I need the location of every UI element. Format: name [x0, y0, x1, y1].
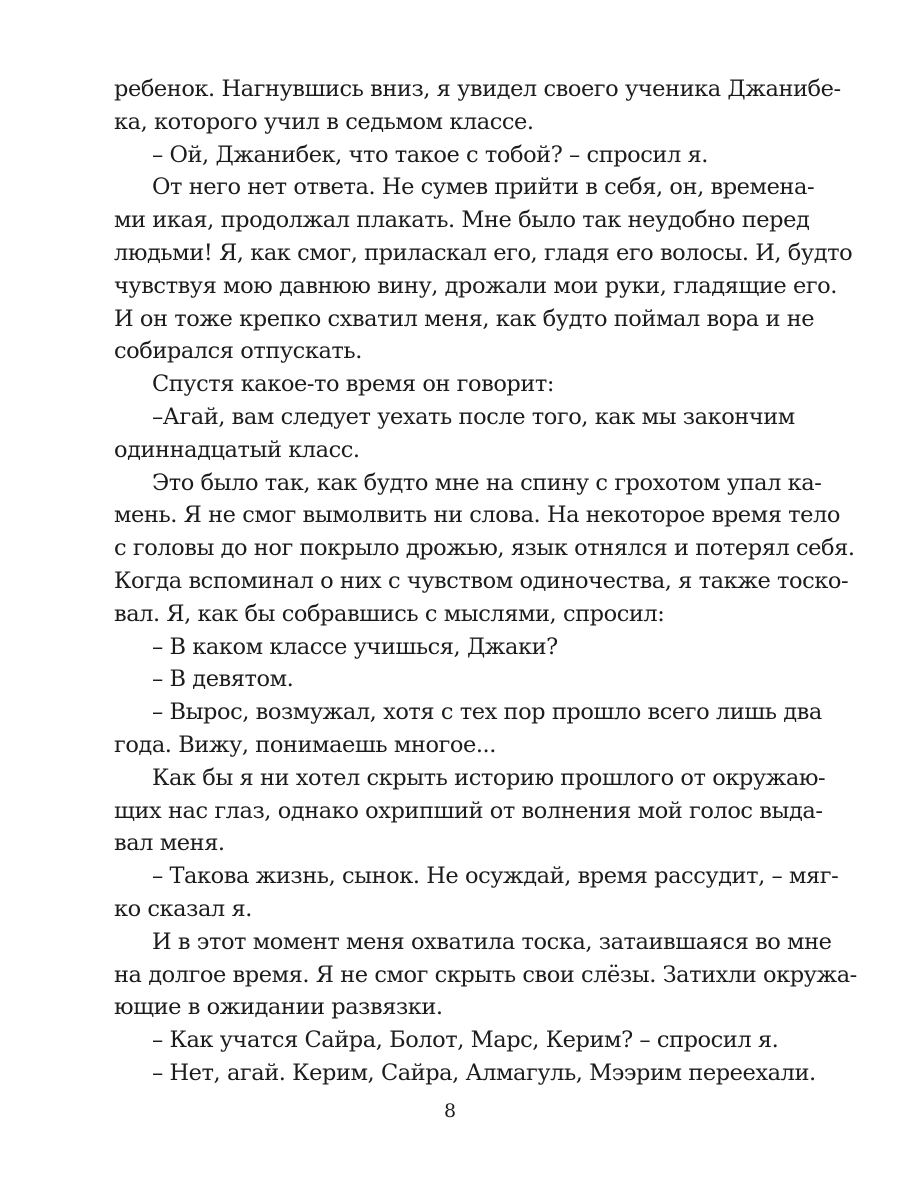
text-line: одиннадцатый класс. [114, 436, 360, 463]
text-line: – В девятом. [152, 666, 294, 693]
text-line: – Вырос, возмужал, хотя с тех пор прошло всего лишь два [152, 699, 822, 726]
text-line: И он тоже крепко схватил меня, как будто поймал вора и не [114, 305, 815, 332]
text-line: ко сказал я. [114, 895, 252, 922]
text-line: с головы до ног покрыло дрожью, язык отнялся и потерял себя. [114, 535, 855, 562]
text-line: мень. Я не смог вымолвить ни слова. На некоторое время тело [114, 502, 840, 529]
page-number: 8 [443, 1100, 457, 1122]
text-line: ми икая, продолжал плакать. Мне было так неудобно перед [114, 207, 810, 234]
text-line: – Нет, агай. Керим, Сайра, Алмагуль, Мээрим переехали. [152, 1059, 816, 1086]
text-line: Это было так, как будто мне на спину с грохотом упал ка- [152, 469, 822, 496]
text-line: вал. Я, как бы собравшись с мыслями, спросил: [114, 600, 665, 627]
text-line: ка, которого учил в седьмом классе. [114, 108, 534, 135]
text-line: От него нет ответа. Не сумев прийти в себя, он, времена- [152, 174, 815, 201]
text-line: Когда вспоминал о них с чувством одиночества, я также тоско- [114, 567, 849, 594]
text-line: года. Вижу, понимаешь многое... [114, 731, 496, 758]
text-line: людьми! Я, как смог, приласкал его, гладя его волосы. И, будто [114, 239, 853, 266]
text-line: – В каком классе учишься, Джаки? [152, 633, 558, 660]
text-line: И в этот момент меня охватила тоска, затаившаяся во мне [152, 928, 832, 955]
text-line: –Агай, вам следует уехать после того, как мы закончим [152, 403, 795, 430]
text-line: ющие в ожидании развязки. [114, 994, 443, 1021]
text-line: вал меня. [114, 830, 225, 857]
text-line: Как бы я ни хотел скрыть историю прошлого от окружаю- [152, 764, 826, 791]
text-line: – Такова жизнь, сынок. Не осуждай, время рассудит, – мяг- [152, 863, 839, 890]
text-line: собирался отпускать. [114, 338, 362, 365]
body-text [114, 73, 857, 1090]
text-line: Спустя какое-то время он говорит: [152, 371, 555, 398]
text-line: – Ой, Джанибек, что такое с тобой? – спросил я. [152, 141, 708, 168]
text-line: чувствуя мою давнюю вину, дрожали мои руки, гладящие его. [114, 272, 837, 299]
text-line: щих нас глаз, однако охрипший от волнения мой голос выда- [114, 797, 823, 824]
text-line: ребенок. Нагнувшись вниз, я увидел своего ученика Джанибе- [114, 76, 841, 102]
text-line: – Как учатся Сайра, Болот, Марс, Керим? – спросил я. [152, 1027, 779, 1054]
text-line: на долгое время. Я не смог скрыть свои слёзы. Затихли окружа- [114, 961, 857, 988]
